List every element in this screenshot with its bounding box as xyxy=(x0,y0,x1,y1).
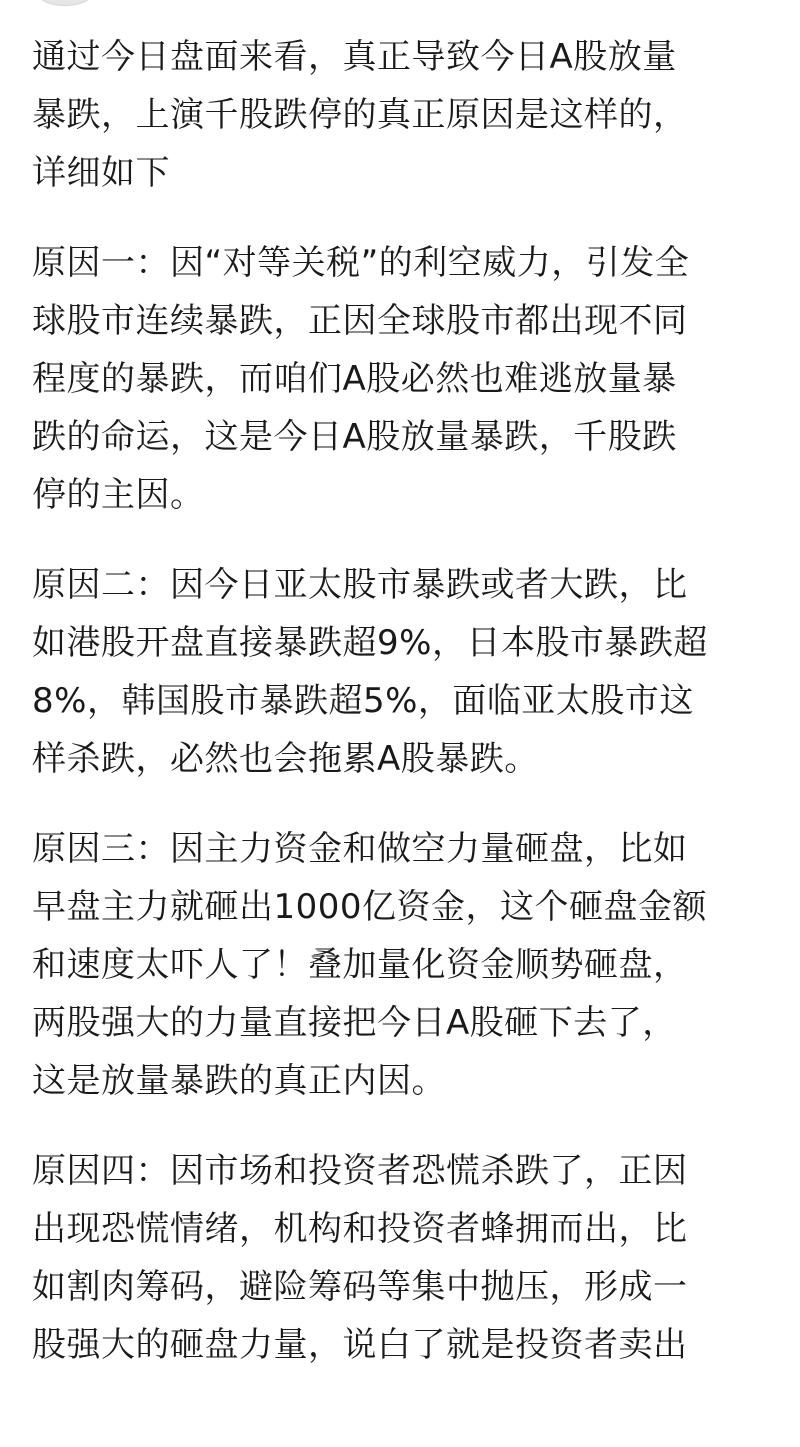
text-line: 停的主因。 xyxy=(32,475,205,515)
text-line: 通过今日盘面来看，真正导致今日A股放量 xyxy=(32,37,677,77)
text-line: 8%，韩国股市暴跌超5%，面临亚太股市这 xyxy=(32,681,694,721)
text-line: 如港股开盘直接暴跌超9%，日本股市暴跌超 xyxy=(32,623,708,663)
text-line: 早盘主力就砸出1000亿资金，这个砸盘金额 xyxy=(32,887,708,927)
text-line: 样杀跌，必然也会拖累A股暴跌。 xyxy=(32,739,539,779)
text-line: 原因一：因“对等关税”的利空威力，引发全 xyxy=(32,243,690,283)
text-line: 股强大的砸盘力量，说白了就是投资者卖出 xyxy=(32,1325,688,1365)
article-body xyxy=(32,28,772,1406)
text-line: 原因二：因今日亚太股市暴跌或者大跌，比 xyxy=(32,565,688,605)
paragraph-reason-1 xyxy=(32,234,772,524)
text-line: 跌的命运，这是今日A股放量暴跌，千股跌 xyxy=(32,417,677,457)
text-line: 和速度太吓人了！叠加量化资金顺势砸盘， xyxy=(32,945,688,985)
text-line: 原因四：因市场和投资者恐慌杀跌了，正因 xyxy=(32,1151,688,1191)
paragraph-reason-2 xyxy=(32,556,772,788)
text-line: 详细如下 xyxy=(32,153,170,193)
paragraph-reason-3 xyxy=(32,820,772,1110)
text-line: 暴跌，上演千股跌停的真正原因是这样的， xyxy=(32,95,688,135)
text-line: 这是放量暴跌的真正内因。 xyxy=(32,1061,446,1101)
text-line: 两股强大的力量直接把今日A股砸下去了， xyxy=(32,1003,677,1043)
text-line: 出现恐慌情绪，机构和投资者蜂拥而出，比 xyxy=(32,1209,688,1249)
paragraph-intro xyxy=(32,28,772,202)
paragraph-reason-4 xyxy=(32,1142,772,1374)
avatar xyxy=(38,0,92,6)
text-line: 如割肉筹码，避险筹码等集中抛压，形成一 xyxy=(32,1267,688,1307)
text-line: 球股市连续暴跌，正因全球股市都出现不同 xyxy=(32,301,688,341)
text-line: 程度的暴跌，而咱们A股必然也难逃放量暴 xyxy=(32,359,677,399)
text-line: 原因三：因主力资金和做空力量砸盘，比如 xyxy=(32,829,688,869)
